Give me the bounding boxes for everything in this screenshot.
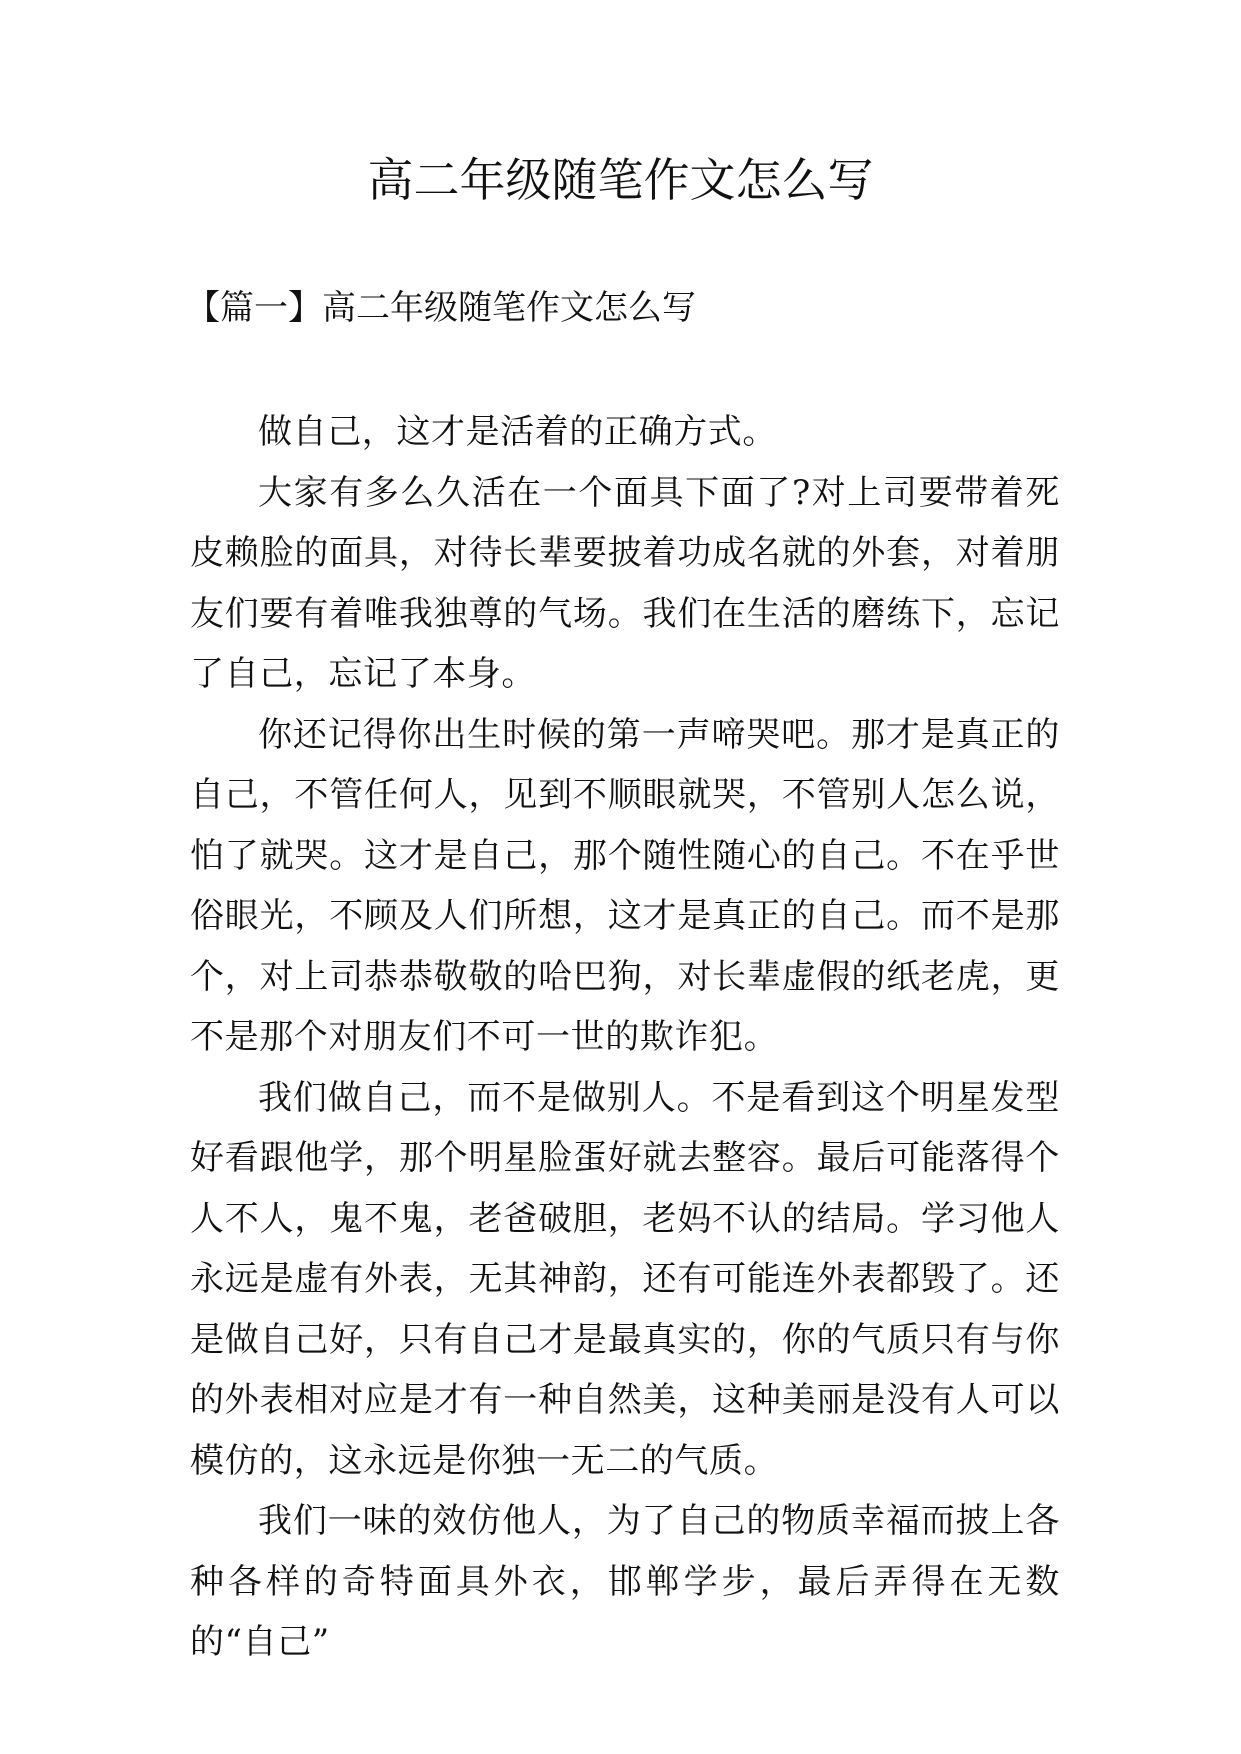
section-heading: 【篇一】高二年级随笔作文怎么写 <box>186 288 696 328</box>
paragraph: 做自己，这才是活着的正确方式。 <box>258 412 777 452</box>
body-text <box>190 402 1060 1673</box>
paragraph: 我们做自己，而不是做别人。不是看到这个明星发型好看跟他学，那个明星脸蛋好就去整容。最后可能落得个人不人，鬼不鬼，老爸破胆，老妈不认的结局。学习他人永远是虚有外表，无其神韵，还有可能连外表都毁了。还是做自己好，只有自己才是最真实的，你的气质只有与你的外表相对应是才有一种自然美，这种美丽是没有人可以模仿的，这永远是你独一无二的气质。 <box>190 1077 1060 1481</box>
paragraph: 我们一味的效仿他人，为了自己的物质幸福而披上各种各样的奇特面具外衣，邯郸学步，最后弄得在无数的“自己” <box>190 1501 1060 1662</box>
document-title: 高二年级随笔作文怎么写 <box>367 153 874 207</box>
paragraph: 你还记得你出生时候的第一声啼哭吧。那才是真正的自己，不管任何人，见到不顺眼就哭，不管别人怎么说，怕了就哭。这才是自己，那个随性随心的自己。不在乎世俗眼光，不顾及人们所想，这才是真正的自己。而不是那个，对上司恭恭敬敬的哈巴狗，对长辈虚假的纸老虎，更不是那个对朋友们不可一世的欺诈犯。 <box>190 714 1060 1057</box>
paragraph: 大家有多么久活在一个面具下面了?对上司要带着死皮赖脸的面具，对待长辈要披着功成名就的外套，对着朋友们要有着唯我独尊的气场。我们在生活的磨练下，忘记了自己，忘记了本身。 <box>190 472 1060 694</box>
